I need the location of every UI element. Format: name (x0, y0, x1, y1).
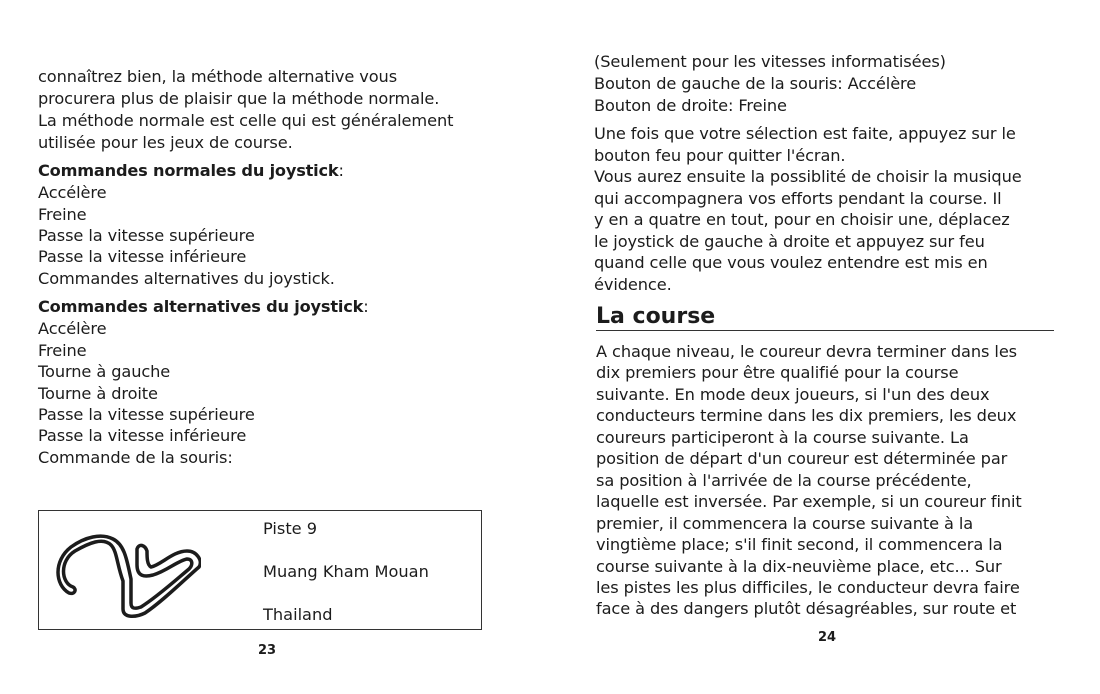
course-line: sa position à l'arrivée de la course précédente, (596, 471, 972, 490)
course-line: suivante. En mode deux joueurs, si l'un des deux (596, 385, 990, 404)
course-line: face à des dangers plutôt désagréables, sur route et (596, 599, 1017, 618)
course-line: vingtième place; s'il finit second, il commencera la (596, 535, 1003, 554)
course-line: course suivante à la dix-neuvième place, etc... Sur (596, 557, 1002, 576)
heading-rule (596, 330, 1054, 331)
course-line: premier, il commencera la course suivante à la (596, 514, 974, 533)
alternative-control-item: Commande de la souris: (38, 448, 233, 467)
alternative-control-item: Accélère (38, 319, 107, 338)
alternative-control-item: Tourne à gauche (38, 362, 171, 381)
alternative-control-item: Passe la vitesse inférieure (38, 426, 247, 445)
intro-line: procurera plus de plaisir que la méthode normale. (38, 89, 440, 108)
selection-line: Vous aurez ensuite la possiblité de choisir la musique (594, 167, 1022, 186)
alternative-control-item: Freine (38, 341, 87, 360)
mouse-line: (Seulement pour les vitesses informatisées) (594, 52, 946, 71)
alternative-control-item: Tourne à droite (38, 384, 158, 403)
course-line: A chaque niveau, le coureur devra terminer dans les (596, 342, 1018, 361)
normal-controls-heading: Commandes normales du joystick: (38, 161, 344, 180)
normal-control-item: Accélère (38, 183, 107, 202)
course-line: conducteurs termine dans les dix premiers, les deux (596, 406, 1017, 425)
course-line: les pistes les plus difficiles, le conducteur devra faire (596, 578, 1020, 597)
normal-control-item: Passe la vitesse supérieure (38, 226, 255, 245)
normal-control-item: Commandes alternatives du joystick. (38, 269, 335, 288)
selection-line: le joystick de gauche à droite et appuyez sur feu (594, 232, 985, 251)
course-line: laquelle est inversée. Par exemple, si un coureur finit (596, 492, 1022, 511)
selection-line: quand celle que vous voulez entendre est mis en (594, 253, 988, 272)
right-page (550, 0, 1100, 694)
intro-line: La méthode normale est celle qui est généralement (38, 111, 454, 130)
track-map-icon (51, 521, 201, 621)
course-line: dix premiers pour être qualifié pour la course (596, 363, 959, 382)
page-number-right: 24 (818, 630, 837, 645)
normal-control-item: Passe la vitesse inférieure (38, 247, 247, 266)
course-line: coureurs participeront à la course suivante. La (596, 428, 969, 447)
selection-line: Une fois que votre sélection est faite, appuyez sur le (594, 124, 1016, 143)
track-country: Thailand (263, 605, 333, 624)
selection-line: évidence. (594, 275, 672, 294)
selection-line: qui accompagnera vos efforts pendant la course. Il (594, 189, 1002, 208)
selection-line: y en a quatre en tout, pour en choisir une, déplacez (594, 210, 1010, 229)
page-number-left: 23 (258, 643, 277, 658)
course-line: position de départ d'un coureur est déterminée par (596, 449, 1008, 468)
selection-line: bouton feu pour quitter l'écran. (594, 146, 846, 165)
intro-line: connaîtrez bien, la méthode alternative vous (38, 67, 398, 86)
track-info-box (38, 510, 482, 630)
mouse-line: Bouton de droite: Freine (594, 96, 787, 115)
intro-line: utilisée pour les jeux de course. (38, 133, 293, 152)
alternative-control-item: Passe la vitesse supérieure (38, 405, 255, 424)
mouse-line: Bouton de gauche de la souris: Accélère (594, 74, 917, 93)
track-location: Muang Kham Mouan (263, 562, 429, 581)
track-name: Piste 9 (263, 519, 318, 538)
alternative-controls-heading: Commandes alternatives du joystick: (38, 297, 369, 316)
normal-control-item: Freine (38, 205, 87, 224)
section-heading: La course (596, 304, 716, 329)
